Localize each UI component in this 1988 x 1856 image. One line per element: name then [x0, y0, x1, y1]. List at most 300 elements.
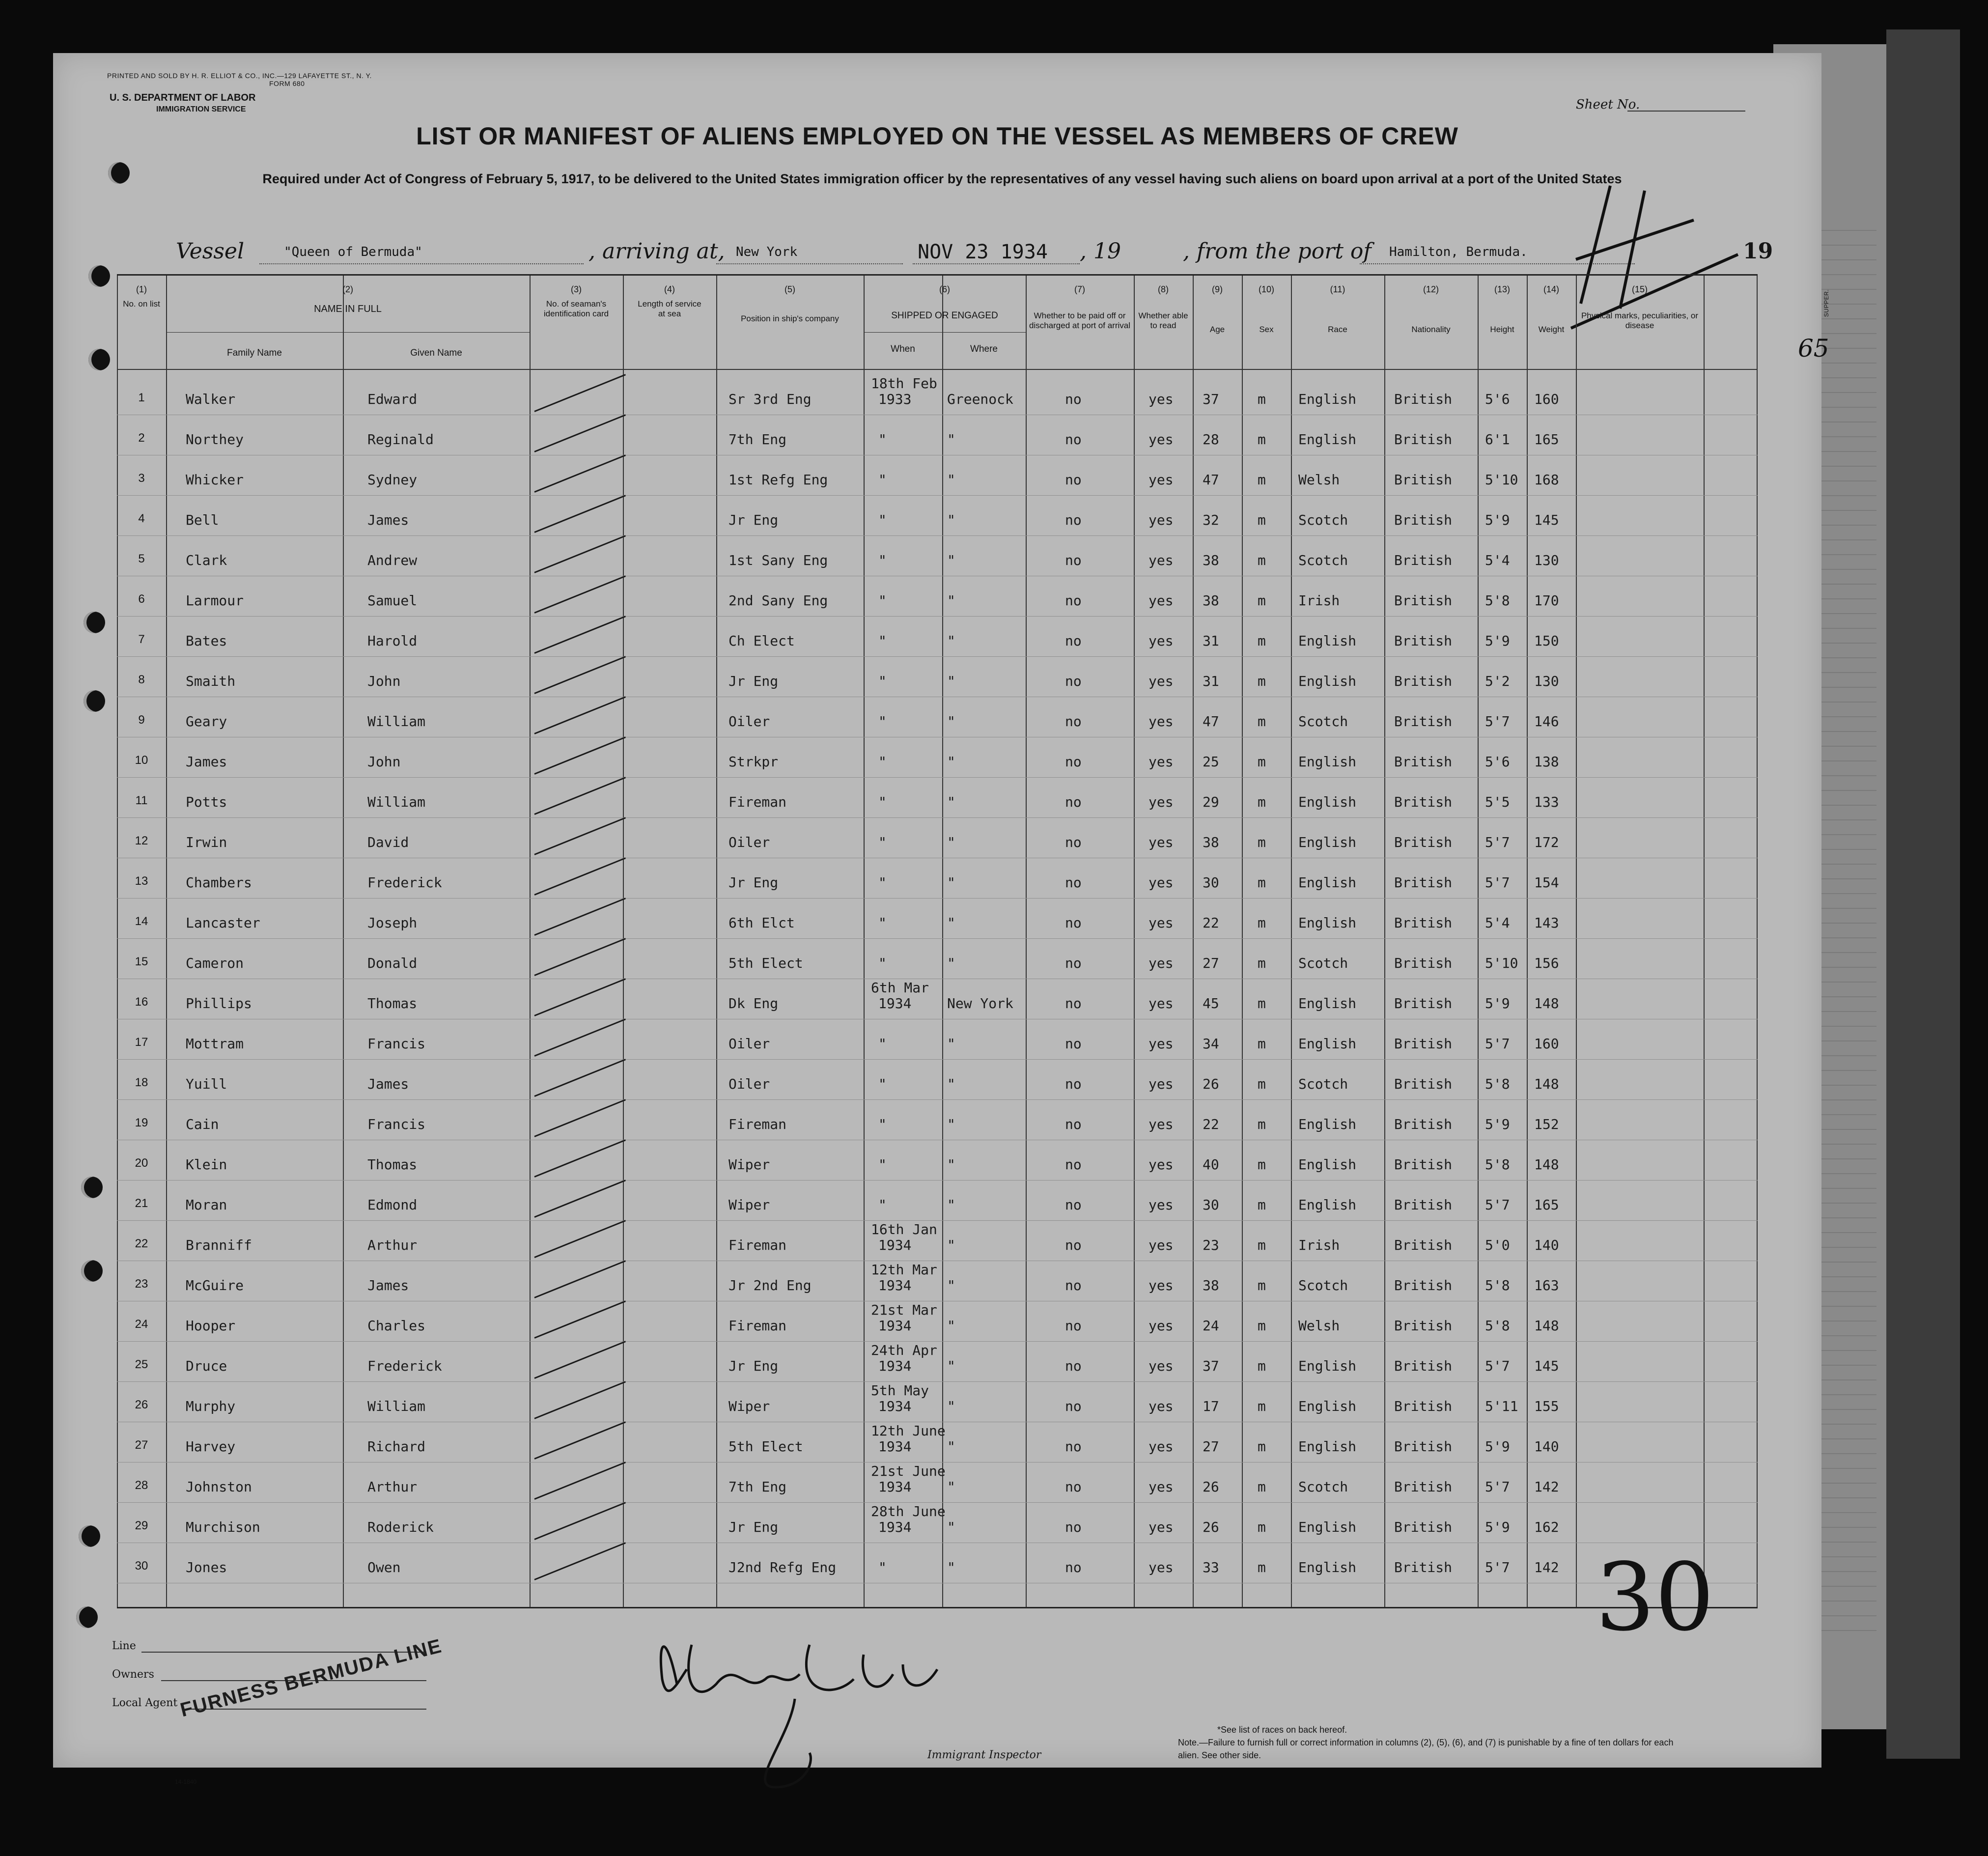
from-port-label: , from the port of: [1183, 239, 1372, 264]
col-1-number: (1): [136, 284, 147, 294]
weight: 156: [1534, 955, 1559, 971]
sex: m: [1258, 1277, 1266, 1294]
sex: m: [1258, 834, 1266, 850]
row-number: 23: [135, 1277, 148, 1291]
race: English: [1298, 633, 1357, 649]
when-header: When: [891, 344, 915, 354]
height: 5'7: [1485, 874, 1510, 891]
given-name: Frederick: [367, 874, 442, 891]
sex: m: [1258, 391, 1266, 407]
nationality: British: [1394, 874, 1453, 891]
given-name: Francis: [367, 1036, 426, 1052]
family-name: Moran: [186, 1197, 227, 1213]
arrival-date-stamp: NOV 23 1934: [918, 241, 1048, 263]
shipped-where: ": [947, 1438, 955, 1455]
able-to-read: yes: [1148, 713, 1174, 730]
id-card-check-mark: [534, 1220, 626, 1258]
page-title: LIST OR MANIFEST OF ALIENS EMPLOYED ON THE VESSEL AS MEMBERS OF CREW: [416, 122, 1458, 150]
shipped-where: ": [947, 1398, 955, 1414]
row-rule: [117, 1220, 1758, 1221]
able-to-read: yes: [1148, 1438, 1174, 1455]
given-name: James: [367, 1076, 409, 1092]
given-name: Donald: [367, 955, 418, 971]
col-13-number: (13): [1494, 284, 1510, 294]
weight: 133: [1534, 794, 1559, 810]
race: English: [1298, 673, 1357, 689]
paid-off: no: [1065, 1479, 1082, 1495]
shipped-when-year: 1933: [878, 391, 912, 407]
row-number: 19: [135, 1116, 148, 1129]
row-rule: [117, 1099, 1758, 1100]
sex: m: [1258, 1116, 1266, 1132]
family-name: Irwin: [186, 834, 227, 850]
inspector-label: Immigrant Inspector: [927, 1749, 1041, 1761]
able-to-read: yes: [1148, 1479, 1174, 1495]
row-number: 10: [135, 754, 148, 767]
height: 5'10: [1485, 472, 1518, 488]
nationality: British: [1394, 754, 1453, 770]
weight: 155: [1534, 1398, 1559, 1414]
position: 5th Elect: [728, 1438, 803, 1455]
position: Fireman: [728, 1116, 787, 1132]
race: English: [1298, 1519, 1357, 1535]
col-10-number: (10): [1258, 284, 1274, 294]
weight: 165: [1534, 431, 1559, 448]
shipped-when-year: ": [878, 1559, 887, 1575]
nationality: British: [1394, 633, 1453, 649]
sex: m: [1258, 1398, 1266, 1414]
year-prefix: , 19: [1080, 239, 1121, 264]
company-stamp: FURNESS BERMUDA LINE: [178, 1635, 445, 1721]
shipped-where: ": [947, 1318, 955, 1334]
given-name: David: [367, 834, 409, 850]
shipped-where: ": [947, 834, 955, 850]
height: 6'1: [1485, 431, 1510, 448]
sex: m: [1258, 1519, 1266, 1535]
family-name: McGuire: [186, 1277, 244, 1294]
age: 38: [1203, 1277, 1219, 1294]
family-name: Druce: [186, 1358, 227, 1374]
able-to-read: yes: [1148, 1559, 1174, 1575]
family-name-header: Family Name: [227, 348, 282, 358]
row-number: 2: [138, 431, 145, 445]
race: Irish: [1298, 592, 1340, 609]
able-to-read: yes: [1148, 995, 1174, 1012]
nationality: British: [1394, 391, 1453, 407]
shipped-where: ": [947, 1559, 955, 1575]
col-border: [343, 276, 344, 1607]
weight: 160: [1534, 1036, 1559, 1052]
id-card-check-mark: [534, 938, 626, 976]
col-border: [1134, 276, 1135, 1607]
age: 22: [1203, 1116, 1219, 1132]
paid-off: no: [1065, 794, 1082, 810]
col-8-number: (8): [1158, 284, 1169, 294]
height: 5'6: [1485, 391, 1510, 407]
age: 33: [1203, 1559, 1219, 1575]
punch-hole: [108, 162, 130, 184]
col-border: [1576, 276, 1577, 1607]
able-to-read: yes: [1148, 754, 1174, 770]
row-number: 8: [138, 673, 145, 686]
vessel-name: "Queen of Bermuda": [284, 245, 422, 259]
given-name: James: [367, 512, 409, 528]
nationality: British: [1394, 1318, 1453, 1334]
position: 6th Elct: [728, 915, 795, 931]
able-to-read: yes: [1148, 512, 1174, 528]
shipped-when-year: 1934: [878, 1398, 912, 1414]
weight: 142: [1534, 1559, 1559, 1575]
paid-off: no: [1065, 1036, 1082, 1052]
shipped-when-year: ": [878, 592, 887, 609]
col-border: [864, 276, 865, 1607]
row-number: 11: [135, 794, 148, 807]
punch-hole: [88, 349, 110, 370]
paid-off: no: [1065, 1277, 1082, 1294]
row-number: 28: [135, 1479, 148, 1492]
age: 27: [1203, 955, 1219, 971]
weight: 154: [1534, 874, 1559, 891]
able-to-read: yes: [1148, 1116, 1174, 1132]
col-7-number: (7): [1074, 284, 1085, 294]
given-name: Andrew: [367, 552, 418, 568]
shipped-when-year: ": [878, 754, 887, 770]
given-name: James: [367, 1277, 409, 1294]
sex: m: [1258, 794, 1266, 810]
id-card-check-mark: [534, 1180, 626, 1218]
footer-form-number: 14-1840: [175, 1778, 197, 1785]
sex: m: [1258, 995, 1266, 1012]
col-border: [1527, 276, 1528, 1607]
position: Ch Elect: [728, 633, 795, 649]
id-card-check-mark: [534, 495, 626, 533]
col-border: [716, 276, 717, 1607]
family-name: Hooper: [186, 1318, 236, 1334]
paid-off: no: [1065, 1156, 1082, 1173]
shipped-when-year: ": [878, 915, 887, 931]
age: 47: [1203, 472, 1219, 488]
able-to-read: yes: [1148, 431, 1174, 448]
shipped-when-year: 1934: [878, 1237, 912, 1253]
shipped-where: ": [947, 1479, 955, 1495]
family-name: Whicker: [186, 472, 244, 488]
race: English: [1298, 1398, 1357, 1414]
shipped-when-year: ": [878, 552, 887, 568]
penalty-note: Note.—Failure to furnish full or correct information in columns (2), (5), (6), and (7) is punishable by a fine of ten dollars for each alien. See other side.: [1178, 1738, 1674, 1760]
age: 45: [1203, 995, 1219, 1012]
id-card-check-mark: [534, 736, 626, 775]
nationality: British: [1394, 1479, 1453, 1495]
shipped-where: Greenock: [947, 391, 1013, 407]
given-name: Thomas: [367, 1156, 418, 1173]
shipped-where: ": [947, 1358, 955, 1374]
given-name: Samuel: [367, 592, 418, 609]
nationality: British: [1394, 592, 1453, 609]
race: English: [1298, 834, 1357, 850]
sex: m: [1258, 472, 1266, 488]
sheet-no-label: Sheet No.: [1576, 97, 1640, 112]
col-border: [942, 276, 943, 1607]
shipped-when-year: ": [878, 512, 887, 528]
col-9-number: (9): [1212, 284, 1223, 294]
family-name: Bell: [186, 512, 219, 528]
nationality: British: [1394, 1277, 1453, 1294]
sex: m: [1258, 512, 1266, 528]
able-to-read: yes: [1148, 874, 1174, 891]
col-4-header: Length of service at sea: [638, 299, 701, 318]
shipped-where: ": [947, 552, 955, 568]
height: 5'9: [1485, 512, 1510, 528]
able-to-read: yes: [1148, 955, 1174, 971]
nationality: British: [1394, 552, 1453, 568]
row-rule: [117, 898, 1758, 899]
position: Oiler: [728, 834, 770, 850]
col-border: [1704, 276, 1705, 1607]
height: 5'9: [1485, 633, 1510, 649]
sheet-no-field[interactable]: [1627, 111, 1745, 112]
shipped-when-day: 12th Mar: [871, 1262, 937, 1278]
col-border: [1026, 276, 1027, 1607]
row-rule: [117, 777, 1758, 778]
shipped-where: ": [947, 1036, 955, 1052]
row-number: 20: [135, 1156, 148, 1170]
row-number: 4: [138, 512, 145, 525]
col-12-header: Nationality: [1411, 325, 1451, 334]
paid-off: no: [1065, 1318, 1082, 1334]
nationality: British: [1394, 1398, 1453, 1414]
able-to-read: yes: [1148, 1519, 1174, 1535]
shipped-where: ": [947, 1237, 955, 1253]
paid-off: no: [1065, 472, 1082, 488]
shipped-where: ": [947, 915, 955, 931]
race: English: [1298, 1358, 1357, 1374]
weight: 138: [1534, 754, 1559, 770]
id-card-check-mark: [534, 1542, 626, 1580]
nationality: British: [1394, 1036, 1453, 1052]
age: 30: [1203, 1197, 1219, 1213]
race: Scotch: [1298, 1479, 1348, 1495]
side-supper-label: SUPPER.: [1823, 289, 1830, 317]
nationality: British: [1394, 1156, 1453, 1173]
weight: 172: [1534, 834, 1559, 850]
position: 5th Elect: [728, 955, 803, 971]
background-page-edge: [1886, 29, 1960, 1759]
shipped-where: ": [947, 955, 955, 971]
service-name: IMMIGRATION SERVICE: [156, 105, 246, 113]
given-name: William: [367, 794, 426, 810]
position: Oiler: [728, 1036, 770, 1052]
sex: m: [1258, 673, 1266, 689]
height: 5'0: [1485, 1237, 1510, 1253]
nationality: British: [1394, 1438, 1453, 1455]
paid-off: no: [1065, 1237, 1082, 1253]
weight: 168: [1534, 472, 1559, 488]
race: English: [1298, 794, 1357, 810]
position: Strkpr: [728, 754, 779, 770]
weight: 148: [1534, 995, 1559, 1012]
shipped-when-year: 1934: [878, 1479, 912, 1495]
age: 28: [1203, 431, 1219, 448]
row-number: 3: [138, 472, 145, 485]
paid-off: no: [1065, 1559, 1082, 1575]
shipped-where: ": [947, 633, 955, 649]
age: 25: [1203, 754, 1219, 770]
paid-off: no: [1065, 1519, 1082, 1535]
position: Dk Eng: [728, 995, 779, 1012]
vessel-label: Vessel: [176, 239, 245, 264]
age: 31: [1203, 673, 1219, 689]
shipped-when-year: ": [878, 1076, 887, 1092]
family-name: Johnston: [186, 1479, 252, 1495]
col-border: [1384, 276, 1385, 1607]
shipped-when-year: ": [878, 472, 887, 488]
row-number: 24: [135, 1318, 148, 1331]
weight: 150: [1534, 633, 1559, 649]
nationality: British: [1394, 915, 1453, 931]
race: Welsh: [1298, 472, 1340, 488]
col-8-header: Whether able to read: [1138, 311, 1188, 330]
col-4-number: (4): [664, 284, 675, 294]
age: 32: [1203, 512, 1219, 528]
races-note: *See list of races on back hereof.: [1217, 1725, 1347, 1735]
departure-port: Hamilton, Bermuda.: [1389, 245, 1528, 259]
col-5-header: Position in ship's company: [741, 314, 839, 323]
shipped-where: ": [947, 1277, 955, 1294]
weight: 145: [1534, 1358, 1559, 1374]
able-to-read: yes: [1148, 1358, 1174, 1374]
id-card-check-mark: [534, 1421, 626, 1460]
paid-off: no: [1065, 834, 1082, 850]
height: 5'9: [1485, 1519, 1510, 1535]
shipped-where: ": [947, 794, 955, 810]
row-rule: [117, 817, 1758, 818]
given-name: William: [367, 1398, 426, 1414]
row-rule: [117, 1180, 1758, 1181]
nationality: British: [1394, 472, 1453, 488]
race: Scotch: [1298, 955, 1348, 971]
row-rule: [117, 616, 1758, 617]
shipped-when-year: ": [878, 794, 887, 810]
position: Sr 3rd Eng: [728, 391, 812, 407]
shipped-when-year: 1934: [878, 1358, 912, 1374]
family-name: Potts: [186, 794, 227, 810]
sex: m: [1258, 1438, 1266, 1455]
paid-off: no: [1065, 633, 1082, 649]
punch-hole: [79, 1525, 100, 1547]
family-name: Jones: [186, 1559, 227, 1575]
col-12-number: (12): [1423, 284, 1439, 294]
row-number: 9: [138, 713, 145, 727]
paid-off: no: [1065, 1438, 1082, 1455]
weight: 165: [1534, 1197, 1559, 1213]
paid-off: no: [1065, 915, 1082, 931]
given-name-header: Given Name: [410, 348, 462, 358]
shipped-when-day: 24th Apr: [871, 1342, 937, 1358]
shipped-where: ": [947, 713, 955, 730]
id-card-check-mark: [534, 414, 626, 452]
given-name: Harold: [367, 633, 418, 649]
id-card-check-mark: [534, 857, 626, 896]
shipped-when-year: ": [878, 431, 887, 448]
paid-off: no: [1065, 955, 1082, 971]
race: English: [1298, 915, 1357, 931]
col-border: [1478, 276, 1479, 1607]
able-to-read: yes: [1148, 915, 1174, 931]
col-6-header: SHIPPED OR ENGAGED: [891, 310, 998, 321]
position: Oiler: [728, 1076, 770, 1092]
height: 5'10: [1485, 955, 1518, 971]
sex: m: [1258, 1237, 1266, 1253]
nationality: British: [1394, 431, 1453, 448]
sex: m: [1258, 1559, 1266, 1575]
row-rule: [117, 1059, 1758, 1060]
given-name: Arthur: [367, 1237, 418, 1253]
where-header: Where: [970, 344, 998, 354]
col-border: [1193, 276, 1194, 1607]
shipped-where: ": [947, 1116, 955, 1132]
paid-off: no: [1065, 552, 1082, 568]
shipped-when-year: ": [878, 874, 887, 891]
year-suffix: 19: [1743, 239, 1773, 264]
weight: 148: [1534, 1156, 1559, 1173]
nationality: British: [1394, 794, 1453, 810]
age: 27: [1203, 1438, 1219, 1455]
shipped-where: ": [947, 512, 955, 528]
vessel-line: [176, 239, 1797, 273]
port-field-line: [716, 263, 903, 264]
id-card-check-mark: [534, 575, 626, 614]
race: English: [1298, 1559, 1357, 1575]
position: Oiler: [728, 713, 770, 730]
race: Scotch: [1298, 1076, 1348, 1092]
row-number: 21: [135, 1197, 148, 1210]
row-rule: [117, 938, 1758, 939]
punch-hole: [84, 690, 105, 712]
col-border: [1757, 276, 1758, 1607]
row-number: 13: [135, 874, 148, 888]
paid-off: no: [1065, 1116, 1082, 1132]
id-card-check-mark: [534, 1341, 626, 1379]
handwritten-total: 30: [1596, 1543, 1714, 1652]
weight: 163: [1534, 1277, 1559, 1294]
sex: m: [1258, 633, 1266, 649]
age: 38: [1203, 552, 1219, 568]
col-border: [530, 276, 531, 1607]
shipped-where: ": [947, 592, 955, 609]
id-card-check-mark: [534, 1018, 626, 1057]
age: 26: [1203, 1076, 1219, 1092]
nationality: British: [1394, 673, 1453, 689]
paid-off: no: [1065, 391, 1082, 407]
height: 5'4: [1485, 915, 1510, 931]
sex: m: [1258, 552, 1266, 568]
paid-off: no: [1065, 995, 1082, 1012]
position: 7th Eng: [728, 431, 787, 448]
family-name: Klein: [186, 1156, 227, 1173]
shipped-when-year: ": [878, 713, 887, 730]
sex: m: [1258, 1076, 1266, 1092]
given-name: William: [367, 713, 426, 730]
family-name: Branniff: [186, 1237, 252, 1253]
position: Jr Eng: [728, 512, 779, 528]
position: Fireman: [728, 1318, 787, 1334]
col-2-number: (2): [342, 284, 353, 294]
row-number: 5: [138, 552, 145, 565]
printer-imprint: [107, 72, 480, 87]
col-10-header: Sex: [1259, 325, 1274, 334]
height: 5'4: [1485, 552, 1510, 568]
weight: 160: [1534, 391, 1559, 407]
